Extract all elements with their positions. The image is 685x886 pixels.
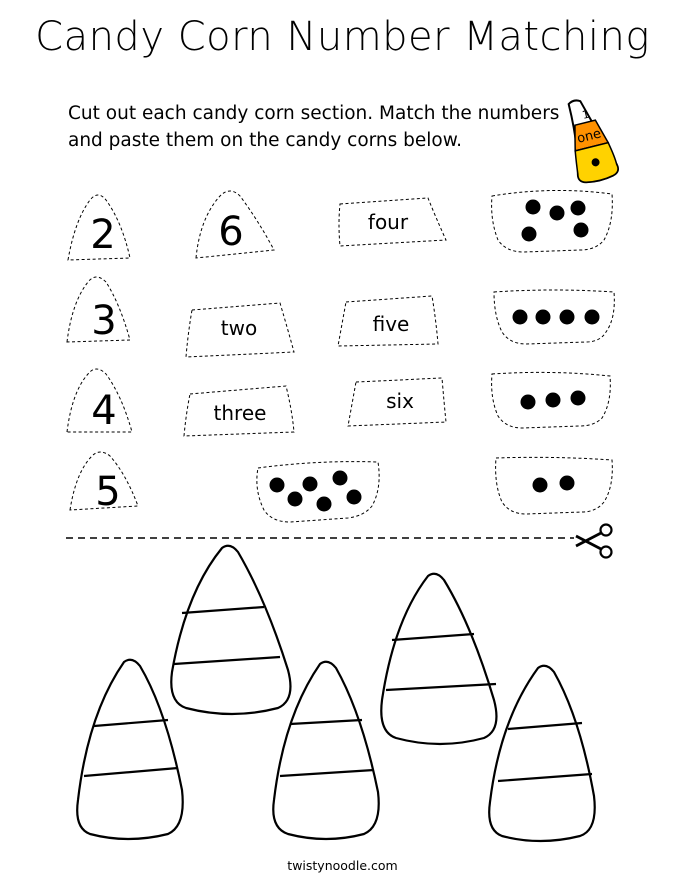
example-number: 1 <box>580 107 591 122</box>
scissors-icon <box>576 525 612 558</box>
number-piece[interactable] <box>68 195 130 260</box>
number-piece[interactable] <box>67 277 130 344</box>
number-label: 3 <box>91 298 117 344</box>
dot <box>333 471 348 486</box>
word-label: five <box>372 312 410 336</box>
dot <box>585 310 600 325</box>
word-label: three <box>213 401 267 425</box>
dot <box>303 477 318 492</box>
word-label: two <box>220 316 258 340</box>
dot-piece[interactable] <box>496 457 613 514</box>
word-piece[interactable] <box>348 378 446 426</box>
dot <box>536 310 551 325</box>
dot <box>574 223 589 238</box>
dot <box>546 393 561 408</box>
dot <box>288 492 303 507</box>
candy-corn-outline <box>381 574 496 744</box>
dot <box>560 310 575 325</box>
candy-corn-outline <box>489 666 595 841</box>
dot <box>560 476 575 491</box>
page-title: Candy Corn Number Matching <box>35 14 650 60</box>
word-piece[interactable] <box>184 386 294 436</box>
number-piece[interactable] <box>70 452 138 515</box>
dot <box>571 391 586 406</box>
number-label: 2 <box>90 212 116 258</box>
candy-corn-outline <box>171 546 290 714</box>
word-label: six <box>386 389 414 413</box>
number-piece[interactable] <box>67 369 132 434</box>
dot <box>526 200 541 215</box>
example-word: one <box>575 126 603 147</box>
dot <box>270 478 285 493</box>
word-label: four <box>367 210 409 234</box>
dot <box>317 497 332 512</box>
dot <box>522 227 537 242</box>
word-piece[interactable] <box>339 198 446 246</box>
dot-piece[interactable] <box>494 290 614 344</box>
dot <box>513 310 528 325</box>
number-label: 6 <box>218 209 244 255</box>
word-piece[interactable] <box>186 303 294 357</box>
dot <box>533 478 548 493</box>
instructions: Cut out each candy corn section. Match the numbers and paste them on the candy corns below. <box>68 103 560 151</box>
footer-site: twistynoodle.com <box>287 858 398 873</box>
number-piece[interactable] <box>196 191 274 258</box>
number-label: 5 <box>95 469 121 515</box>
dot <box>550 206 565 221</box>
candy-corn-outline <box>77 660 183 839</box>
word-piece[interactable] <box>338 296 438 346</box>
dot <box>571 201 586 216</box>
dot <box>347 490 362 505</box>
dot <box>521 395 536 410</box>
dot-piece[interactable] <box>492 190 613 252</box>
dot-piece[interactable] <box>257 462 379 522</box>
number-label: 4 <box>91 388 117 434</box>
dot-piece[interactable] <box>492 372 611 428</box>
example-candy-corn <box>560 94 620 185</box>
